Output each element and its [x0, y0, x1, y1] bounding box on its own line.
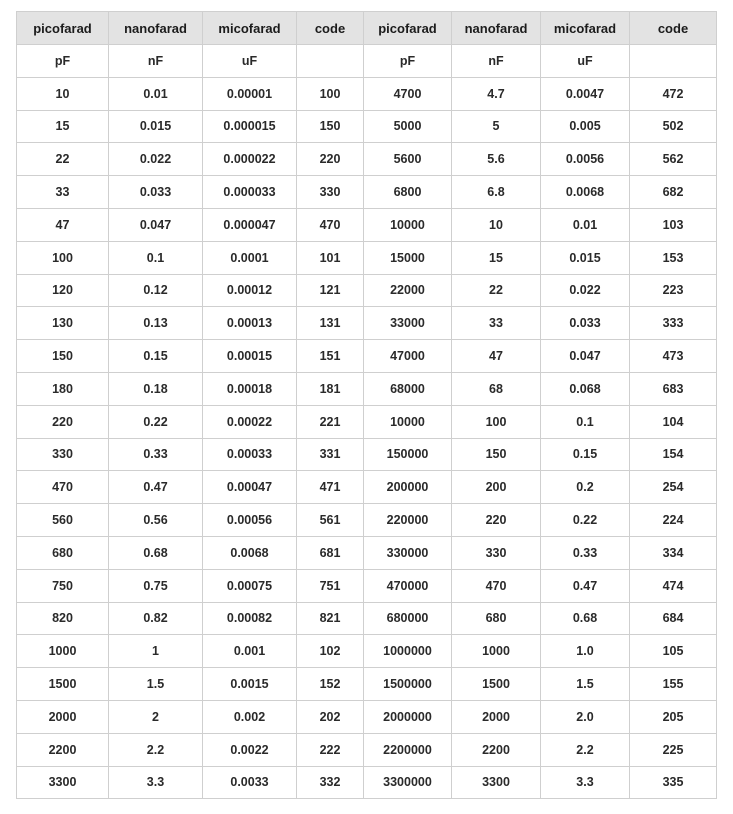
table-cell: 562 — [630, 143, 717, 176]
unit-cell: uF — [203, 45, 297, 78]
table-cell: 0.00001 — [203, 77, 297, 110]
table-cell: 0.82 — [109, 602, 203, 635]
table-cell: 150000 — [364, 438, 452, 471]
table-cell: 820 — [17, 602, 109, 635]
table-cell: 33 — [17, 176, 109, 209]
table-cell: 3.3 — [109, 766, 203, 799]
table-cell: 1500 — [452, 668, 541, 701]
table-cell: 3300000 — [364, 766, 452, 799]
table-row — [17, 143, 717, 176]
table-cell: 2000000 — [364, 700, 452, 733]
table-cell: 22000 — [364, 274, 452, 307]
table-cell: 0.000047 — [203, 208, 297, 241]
table-cell: 5 — [452, 110, 541, 143]
header-cell: nanofarad — [109, 12, 203, 45]
table-row — [17, 110, 717, 143]
table-cell: 10 — [17, 77, 109, 110]
unit-cell: nF — [109, 45, 203, 78]
table-cell: 473 — [630, 340, 717, 373]
table-cell: 105 — [630, 635, 717, 668]
table-cell: 0.00082 — [203, 602, 297, 635]
table-cell: 153 — [630, 241, 717, 274]
table-cell: 0.0047 — [541, 77, 630, 110]
table-cell: 470 — [297, 208, 364, 241]
table-cell: 68000 — [364, 372, 452, 405]
table-cell: 471 — [297, 471, 364, 504]
table-cell: 22 — [452, 274, 541, 307]
table-row — [17, 602, 717, 635]
table-cell: 0.000033 — [203, 176, 297, 209]
table-cell: 4.7 — [452, 77, 541, 110]
header-cell: nanofarad — [452, 12, 541, 45]
table-cell: 15 — [452, 241, 541, 274]
table-cell: 154 — [630, 438, 717, 471]
table-cell: 683 — [630, 372, 717, 405]
table-cell: 1500 — [17, 668, 109, 701]
table-cell: 561 — [297, 504, 364, 537]
table-cell: 470 — [17, 471, 109, 504]
table-cell: 0.75 — [109, 569, 203, 602]
table-cell: 0.022 — [541, 274, 630, 307]
header-cell: code — [630, 12, 717, 45]
table-cell: 1500000 — [364, 668, 452, 701]
table-cell: 223 — [630, 274, 717, 307]
table-cell: 472 — [630, 77, 717, 110]
table-cell: 0.2 — [541, 471, 630, 504]
table-cell: 0.00013 — [203, 307, 297, 340]
unit-cell: uF — [541, 45, 630, 78]
table-cell: 0.33 — [541, 536, 630, 569]
table-cell: 0.12 — [109, 274, 203, 307]
table-cell: 3300 — [17, 766, 109, 799]
table-cell: 150 — [297, 110, 364, 143]
table-cell: 0.56 — [109, 504, 203, 537]
table-cell: 100 — [17, 241, 109, 274]
table-cell: 0.033 — [109, 176, 203, 209]
table-cell: 33 — [452, 307, 541, 340]
table-cell: 100 — [297, 77, 364, 110]
table-cell: 15000 — [364, 241, 452, 274]
table-cell: 333 — [630, 307, 717, 340]
table-cell: 104 — [630, 405, 717, 438]
table-cell: 10000 — [364, 208, 452, 241]
table-cell: 0.0033 — [203, 766, 297, 799]
table-cell: 10000 — [364, 405, 452, 438]
table-cell: 222 — [297, 733, 364, 766]
header-cell: micofarad — [541, 12, 630, 45]
table-cell: 0.000022 — [203, 143, 297, 176]
table-cell: 155 — [630, 668, 717, 701]
table-cell: 0.15 — [109, 340, 203, 373]
header-cell: picofarad — [17, 12, 109, 45]
table-row — [17, 340, 717, 373]
table-row — [17, 471, 717, 504]
table-cell: 2200 — [452, 733, 541, 766]
table-row — [17, 438, 717, 471]
unit-cell — [297, 45, 364, 78]
header-cell: picofarad — [364, 12, 452, 45]
table-cell: 1000 — [17, 635, 109, 668]
table-cell: 2.0 — [541, 700, 630, 733]
table-cell: 330 — [297, 176, 364, 209]
table-cell: 0.033 — [541, 307, 630, 340]
table-cell: 751 — [297, 569, 364, 602]
unit-cell — [630, 45, 717, 78]
table-cell: 560 — [17, 504, 109, 537]
table-cell: 0.001 — [203, 635, 297, 668]
table-cell: 120 — [17, 274, 109, 307]
table-cell: 5000 — [364, 110, 452, 143]
table-cell: 0.00047 — [203, 471, 297, 504]
table-cell: 681 — [297, 536, 364, 569]
unit-cell: pF — [364, 45, 452, 78]
table-cell: 15 — [17, 110, 109, 143]
table-cell: 4700 — [364, 77, 452, 110]
table-row — [17, 307, 717, 340]
table-cell: 205 — [630, 700, 717, 733]
table-cell: 47000 — [364, 340, 452, 373]
table-cell: 0.015 — [109, 110, 203, 143]
table-cell: 152 — [297, 668, 364, 701]
table-cell: 225 — [630, 733, 717, 766]
header-row — [17, 12, 717, 45]
table-cell: 0.68 — [109, 536, 203, 569]
table-cell: 0.00018 — [203, 372, 297, 405]
capacitor-conversion-table — [16, 11, 717, 799]
table-cell: 0.47 — [541, 569, 630, 602]
table-row — [17, 766, 717, 799]
table-row — [17, 504, 717, 537]
table-cell: 200000 — [364, 471, 452, 504]
table-row — [17, 372, 717, 405]
table-cell: 2.2 — [541, 733, 630, 766]
table-cell: 680 — [17, 536, 109, 569]
table-cell: 130 — [17, 307, 109, 340]
table-cell: 1000000 — [364, 635, 452, 668]
table-cell: 22 — [17, 143, 109, 176]
table-cell: 5.6 — [452, 143, 541, 176]
table-cell: 330 — [452, 536, 541, 569]
table-cell: 202 — [297, 700, 364, 733]
table-cell: 121 — [297, 274, 364, 307]
table-cell: 0.00012 — [203, 274, 297, 307]
table-cell: 0.0015 — [203, 668, 297, 701]
unit-cell: nF — [452, 45, 541, 78]
table-cell: 3300 — [452, 766, 541, 799]
table-cell: 750 — [17, 569, 109, 602]
table-cell: 47 — [17, 208, 109, 241]
table-cell: 332 — [297, 766, 364, 799]
table-cell: 821 — [297, 602, 364, 635]
table-cell: 0.00015 — [203, 340, 297, 373]
table-cell: 101 — [297, 241, 364, 274]
table-cell: 0.68 — [541, 602, 630, 635]
table-cell: 0.0022 — [203, 733, 297, 766]
table-cell: 2000 — [452, 700, 541, 733]
table-cell: 0.47 — [109, 471, 203, 504]
table-cell: 200 — [452, 471, 541, 504]
table-cell: 2.2 — [109, 733, 203, 766]
table-cell: 5600 — [364, 143, 452, 176]
table-cell: 680 — [452, 602, 541, 635]
table-row — [17, 700, 717, 733]
table-cell: 0.000015 — [203, 110, 297, 143]
table-cell: 470 — [452, 569, 541, 602]
table-cell: 2200 — [17, 733, 109, 766]
table-cell: 0.00033 — [203, 438, 297, 471]
table-cell: 0.0068 — [541, 176, 630, 209]
table-cell: 0.0068 — [203, 536, 297, 569]
table-cell: 102 — [297, 635, 364, 668]
table-cell: 151 — [297, 340, 364, 373]
table-cell: 0.00056 — [203, 504, 297, 537]
table-cell: 3.3 — [541, 766, 630, 799]
table-body — [17, 45, 717, 799]
table-cell: 150 — [17, 340, 109, 373]
table-cell: 220 — [297, 143, 364, 176]
table-cell: 470000 — [364, 569, 452, 602]
table-cell: 2000 — [17, 700, 109, 733]
header-cell: micofarad — [203, 12, 297, 45]
table-cell: 6.8 — [452, 176, 541, 209]
table-cell: 0.0056 — [541, 143, 630, 176]
table-cell: 330000 — [364, 536, 452, 569]
table-cell: 0.047 — [541, 340, 630, 373]
table-cell: 103 — [630, 208, 717, 241]
table-cell: 1.0 — [541, 635, 630, 668]
table-row — [17, 77, 717, 110]
table-row — [17, 635, 717, 668]
table-cell: 33000 — [364, 307, 452, 340]
table-cell: 1000 — [452, 635, 541, 668]
table-cell: 0.068 — [541, 372, 630, 405]
table-cell: 0.33 — [109, 438, 203, 471]
table-cell: 0.13 — [109, 307, 203, 340]
table-row — [17, 569, 717, 602]
table-cell: 0.15 — [541, 438, 630, 471]
table-cell: 0.22 — [109, 405, 203, 438]
table-cell: 0.0001 — [203, 241, 297, 274]
table-cell: 1.5 — [541, 668, 630, 701]
table-cell: 2200000 — [364, 733, 452, 766]
table-cell: 131 — [297, 307, 364, 340]
unit-cell: pF — [17, 45, 109, 78]
table-cell: 682 — [630, 176, 717, 209]
table-cell: 0.015 — [541, 241, 630, 274]
table-row — [17, 536, 717, 569]
capacitor-conversion-table-container — [16, 11, 716, 799]
table-cell: 684 — [630, 602, 717, 635]
table-cell: 0.1 — [109, 241, 203, 274]
table-cell: 0.022 — [109, 143, 203, 176]
units-row — [17, 45, 717, 78]
table-cell: 6800 — [364, 176, 452, 209]
table-row — [17, 274, 717, 307]
table-cell: 47 — [452, 340, 541, 373]
table-cell: 680000 — [364, 602, 452, 635]
table-cell: 0.01 — [541, 208, 630, 241]
table-row — [17, 208, 717, 241]
table-cell: 0.1 — [541, 405, 630, 438]
table-cell: 0.047 — [109, 208, 203, 241]
table-cell: 474 — [630, 569, 717, 602]
table-cell: 224 — [630, 504, 717, 537]
header-cell: code — [297, 12, 364, 45]
table-row — [17, 405, 717, 438]
table-cell: 100 — [452, 405, 541, 438]
table-cell: 221 — [297, 405, 364, 438]
table-cell: 150 — [452, 438, 541, 471]
table-cell: 181 — [297, 372, 364, 405]
table-row — [17, 668, 717, 701]
table-cell: 334 — [630, 536, 717, 569]
table-cell: 220 — [17, 405, 109, 438]
table-row — [17, 733, 717, 766]
table-cell: 0.22 — [541, 504, 630, 537]
table-cell: 1.5 — [109, 668, 203, 701]
table-cell: 331 — [297, 438, 364, 471]
table-cell: 2 — [109, 700, 203, 733]
table-cell: 68 — [452, 372, 541, 405]
table-cell: 335 — [630, 766, 717, 799]
table-cell: 0.00022 — [203, 405, 297, 438]
table-cell: 0.01 — [109, 77, 203, 110]
table-cell: 330 — [17, 438, 109, 471]
table-cell: 0.005 — [541, 110, 630, 143]
table-cell: 0.002 — [203, 700, 297, 733]
table-cell: 0.18 — [109, 372, 203, 405]
table-cell: 10 — [452, 208, 541, 241]
table-cell: 180 — [17, 372, 109, 405]
table-cell: 220000 — [364, 504, 452, 537]
table-cell: 0.00075 — [203, 569, 297, 602]
table-row — [17, 241, 717, 274]
table-cell: 502 — [630, 110, 717, 143]
table-row — [17, 176, 717, 209]
table-cell: 254 — [630, 471, 717, 504]
table-cell: 1 — [109, 635, 203, 668]
table-cell: 220 — [452, 504, 541, 537]
